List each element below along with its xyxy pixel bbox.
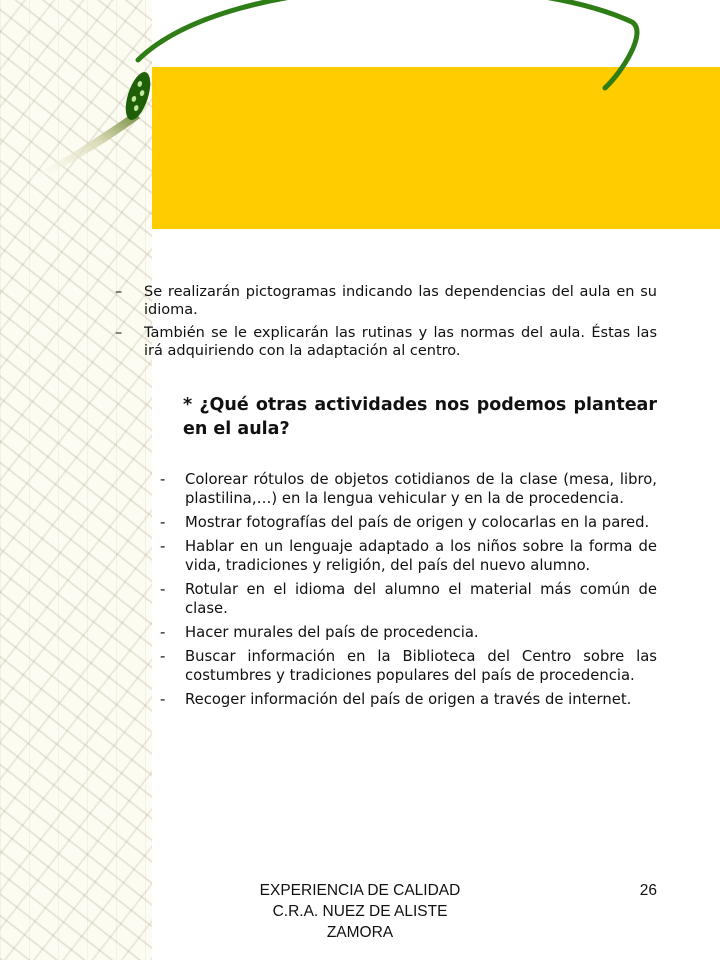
list-item bbox=[160, 647, 657, 685]
activity-text: Hablar en un lenguaje adaptado a los niños sobre la forma de vida, tradiciones y religión, del país del nuevo alumno. bbox=[185, 538, 657, 574]
list-item bbox=[160, 513, 657, 532]
list-item bbox=[115, 283, 657, 319]
bullet-marker: – bbox=[115, 325, 123, 341]
leaf-bud-icon bbox=[121, 69, 155, 123]
page-number: 26 bbox=[639, 882, 657, 899]
bullet-marker: - bbox=[160, 514, 166, 531]
list-item bbox=[160, 690, 657, 709]
list-item bbox=[160, 580, 657, 618]
activity-text: Recoger información del país de origen a través de internet. bbox=[185, 691, 632, 708]
leaf-tail bbox=[30, 112, 140, 182]
footer-organization bbox=[224, 880, 496, 943]
list-item bbox=[160, 623, 657, 642]
activity-text: Hacer murales del país de procedencia. bbox=[185, 624, 479, 641]
footer-line: ZAMORA bbox=[326, 924, 394, 941]
intro-bullet-list bbox=[115, 283, 657, 365]
bullet-marker: - bbox=[160, 648, 166, 665]
footer-line: C.R.A. NUEZ DE ALISTE bbox=[272, 903, 448, 920]
list-item bbox=[160, 537, 657, 575]
list-item bbox=[115, 324, 657, 360]
activity-text: Rotular en el idioma del alumno el material más común de clase. bbox=[185, 581, 657, 617]
bullet-text: También se le explicarán las rutinas y las normas del aula. Éstas las irá adquiriendo con la adaptación al centro. bbox=[144, 325, 657, 359]
activity-text: Buscar información en la Biblioteca del Centro sobre las costumbres y tradiciones populares del país de procedencia. bbox=[185, 648, 657, 684]
slide-decoration bbox=[0, 0, 720, 240]
list-item bbox=[160, 470, 657, 508]
bullet-marker: - bbox=[160, 691, 166, 708]
bullet-marker: - bbox=[160, 581, 166, 598]
bullet-marker: - bbox=[160, 538, 166, 555]
activity-text: Colorear rótulos de objetos cotidianos de la clase (mesa, libro, plastilina,…) en la lengua vehicular y en la de procedencia. bbox=[185, 471, 657, 507]
footer-line: EXPERIENCIA DE CALIDAD bbox=[259, 882, 461, 899]
bullet-marker: – bbox=[115, 284, 123, 300]
bullet-text: Se realizarán pictogramas indicando las dependencias del aula en su idioma. bbox=[144, 284, 657, 318]
green-arc-line bbox=[138, 0, 637, 88]
section-question-heading: * ¿Qué otras actividades nos podemos plantear en el aula? bbox=[183, 395, 657, 439]
activities-list bbox=[160, 470, 657, 714]
bullet-marker: - bbox=[160, 624, 166, 641]
activity-text: Mostrar fotografías del país de origen y colocarlas en la pared. bbox=[185, 514, 650, 531]
bullet-marker: - bbox=[160, 471, 166, 488]
